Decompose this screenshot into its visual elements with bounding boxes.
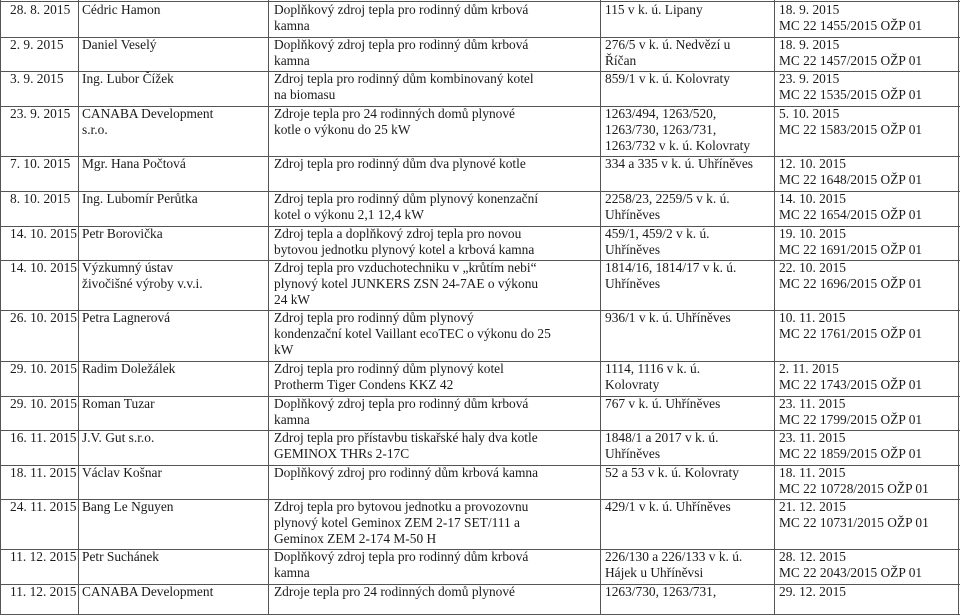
permit-cell: 18. 9. 2015 MC 22 1457/2015 OŽP 01 xyxy=(779,37,923,68)
location-cell: 1114, 1116 v k. ú. Kolovraty xyxy=(605,361,701,392)
applicant-cell: Daniel Veselý xyxy=(82,37,157,52)
date-cell: 29. 10. 2015 xyxy=(10,361,77,376)
table-row xyxy=(0,361,960,396)
applicant-cell: Václav Košnar xyxy=(82,465,162,480)
table-row xyxy=(0,71,960,106)
description-cell: Zdroj tepla a doplňkový zdroj tepla pro novou bytovou jednotku plynový kotel a krbová kamna xyxy=(274,226,535,257)
date-cell: 24. 11. 2015 xyxy=(10,499,77,514)
table-row xyxy=(0,226,960,260)
applicant-cell: Výzkumný ústav živočišné výroby v.v.i. xyxy=(82,260,203,291)
location-cell: 1263/730, 1263/731, xyxy=(605,584,717,599)
permit-cell: 23. 11. 2015 MC 22 1859/2015 OŽP 01 xyxy=(779,430,923,461)
table-row xyxy=(0,106,960,156)
applicant-cell: CANABA Development s.r.o. xyxy=(82,106,214,137)
location-cell: 1263/494, 1263/520, 1263/730, 1263/731, 1263/732 v k. ú. Kolovraty xyxy=(605,106,751,153)
location-cell: 115 v k. ú. Lipany xyxy=(605,2,703,17)
description-cell: Doplňkový zdroj tepla pro rodinný dům krbová kamna xyxy=(274,2,529,33)
location-cell: 2258/23, 2259/5 v k. ú. Uhříněves xyxy=(605,191,730,222)
description-cell: Zdroje tepla pro 24 rodinných domů plynové kotle o výkonu do 25 kW xyxy=(274,106,515,137)
permit-cell: 5. 10. 2015 MC 22 1583/2015 OŽP 01 xyxy=(779,106,923,137)
applicant-cell: Ing. Lubomír Perůtka xyxy=(82,191,198,206)
date-cell: 11. 12. 2015 xyxy=(10,549,77,564)
description-cell: Doplňkový zdroj tepla pro rodinný dům krbová kamna xyxy=(274,396,529,427)
applicant-cell: Bang Le Nguyen xyxy=(82,499,174,514)
date-cell: 14. 10. 2015 xyxy=(10,260,77,275)
date-cell: 29. 10. 2015 xyxy=(10,396,77,411)
date-cell: 26. 10. 2015 xyxy=(10,310,77,325)
table-row xyxy=(0,465,960,499)
permit-cell: 23. 9. 2015 MC 22 1535/2015 OŽP 01 xyxy=(779,71,923,102)
description-cell: Zdroj tepla pro rodinný dům kombinovaný kotel na biomasu xyxy=(274,71,534,102)
location-cell: 334 a 335 v k. ú. Uhříněves xyxy=(605,156,754,171)
applicant-cell: Petr Borovička xyxy=(82,226,163,241)
table-row xyxy=(0,584,960,614)
applicant-cell: Petra Lagnerová xyxy=(82,310,171,325)
table-row xyxy=(0,191,960,226)
description-cell: Zdroj tepla pro rodinný dům plynový kotel Protherm Tiger Condens KKZ 42 xyxy=(274,361,504,392)
date-cell: 7. 10. 2015 xyxy=(10,156,71,171)
location-cell: 936/1 v k. ú. Uhříněves xyxy=(605,310,731,325)
table-row xyxy=(0,430,960,465)
table-row xyxy=(0,37,960,71)
date-cell: 14. 10. 2015 xyxy=(10,226,77,241)
applicant-cell: Radim Doležálek xyxy=(82,361,176,376)
description-cell: Zdroje tepla pro 24 rodinných domů plynové xyxy=(274,584,515,599)
permit-cell: 23. 11. 2015 MC 22 1799/2015 OŽP 01 xyxy=(779,396,923,427)
permit-cell: 29. 12. 2015 xyxy=(779,584,846,599)
description-cell: Doplňkový zdroj tepla pro rodinný dům krbová kamna xyxy=(274,549,529,580)
location-cell: 226/130 a 226/133 v k. ú. Hájek u Uhříněvsi xyxy=(605,549,743,580)
permit-cell: 2. 11. 2015 MC 22 1743/2015 OŽP 01 xyxy=(779,361,923,392)
table-row xyxy=(0,156,960,191)
applicant-cell: Petr Suchánek xyxy=(82,549,159,564)
description-cell: Doplňkový zdroj pro rodinný dům krbová kamna xyxy=(274,465,539,480)
location-cell: 767 v k. ú. Uhříněves xyxy=(605,396,721,411)
date-cell: 23. 9. 2015 xyxy=(10,106,71,121)
permit-cell: 10. 11. 2015 MC 22 1761/2015 OŽP 01 xyxy=(779,310,923,341)
location-cell: 459/1, 459/2 v k. ú. Uhříněves xyxy=(605,226,710,257)
applicant-cell: Roman Tuzar xyxy=(82,396,155,411)
date-cell: 11. 12. 2015 xyxy=(10,584,77,599)
description-cell: Zdroj tepla pro přístavbu tiskařské haly dva kotle GEMINOX THRs 2-17C xyxy=(274,430,538,461)
date-cell: 3. 9. 2015 xyxy=(10,71,64,86)
permit-cell: 22. 10. 2015 MC 22 1696/2015 OŽP 01 xyxy=(779,260,923,291)
description-cell: Zdroj tepla pro bytovou jednotku a provozovnu plynový kotel Geminox ZEM 2-17 SET/111 a Geminox ZEM 2-174 M-50 H xyxy=(274,499,529,546)
table-row xyxy=(0,2,960,37)
description-cell: Doplňkový zdroj tepla pro rodinný dům krbová kamna xyxy=(274,37,529,68)
date-cell: 28. 8. 2015 xyxy=(10,2,71,17)
date-cell: 8. 10. 2015 xyxy=(10,191,71,206)
applicant-cell: Cédric Hamon xyxy=(82,2,161,17)
location-cell: 52 a 53 v k. ú. Kolovraty xyxy=(605,465,739,480)
permit-cell: 14. 10. 2015 MC 22 1654/2015 OŽP 01 xyxy=(779,191,923,222)
description-cell: Zdroj tepla pro rodinný dům dva plynové kotle xyxy=(274,156,526,171)
table-row xyxy=(0,396,960,430)
applicant-cell: J.V. Gut s.r.o. xyxy=(82,430,155,445)
description-cell: Zdroj tepla pro rodinný dům plynový kondenzační kotel Vaillant ecoTEC o výkonu do 25 kW xyxy=(274,310,551,357)
date-cell: 16. 11. 2015 xyxy=(10,430,77,445)
location-cell: 1814/16, 1814/17 v k. ú. Uhříněves xyxy=(605,260,737,291)
permit-cell: 18. 11. 2015 MC 22 10728/2015 OŽP 01 xyxy=(779,465,929,496)
table-row xyxy=(0,549,960,584)
date-cell: 18. 11. 2015 xyxy=(10,465,77,480)
table-row xyxy=(0,499,960,549)
applicant-cell: Mgr. Hana Počtová xyxy=(82,156,186,171)
description-cell: Zdroj tepla pro vzduchotechniku v „krůtím nebi“ plynový kotel JUNKERS ZSN 24-7AE o výkonu 24 kW xyxy=(274,260,539,307)
permit-cell: 21. 12. 2015 MC 22 10731/2015 OŽP 01 xyxy=(779,499,929,530)
applicant-cell: Ing. Lubor Čížek xyxy=(82,71,174,86)
applicant-cell: CANABA Development xyxy=(82,584,214,599)
location-cell: 429/1 v k. ú. Uhříněves xyxy=(605,499,731,514)
location-cell: 276/5 v k. ú. Nedvězí u Říčan xyxy=(605,37,731,68)
location-cell: 859/1 v k. ú. Kolovraty xyxy=(605,71,730,86)
date-cell: 2. 9. 2015 xyxy=(10,37,64,52)
table-row xyxy=(0,260,960,310)
location-cell: 1848/1 a 2017 v k. ú. Uhříněves xyxy=(605,430,719,461)
permit-cell: 12. 10. 2015 MC 22 1648/2015 OŽP 01 xyxy=(779,156,923,187)
table-row xyxy=(0,310,960,361)
permit-cell: 28. 12. 2015 MC 22 2043/2015 OŽP 01 xyxy=(779,549,923,580)
description-cell: Zdroj tepla pro rodinný dům plynový konenzační kotel o výkonu 2,1 12,4 kW xyxy=(274,191,539,222)
permit-cell: 19. 10. 2015 MC 22 1691/2015 OŽP 01 xyxy=(779,226,923,257)
permit-cell: 18. 9. 2015 MC 22 1455/2015 OŽP 01 xyxy=(779,2,923,33)
